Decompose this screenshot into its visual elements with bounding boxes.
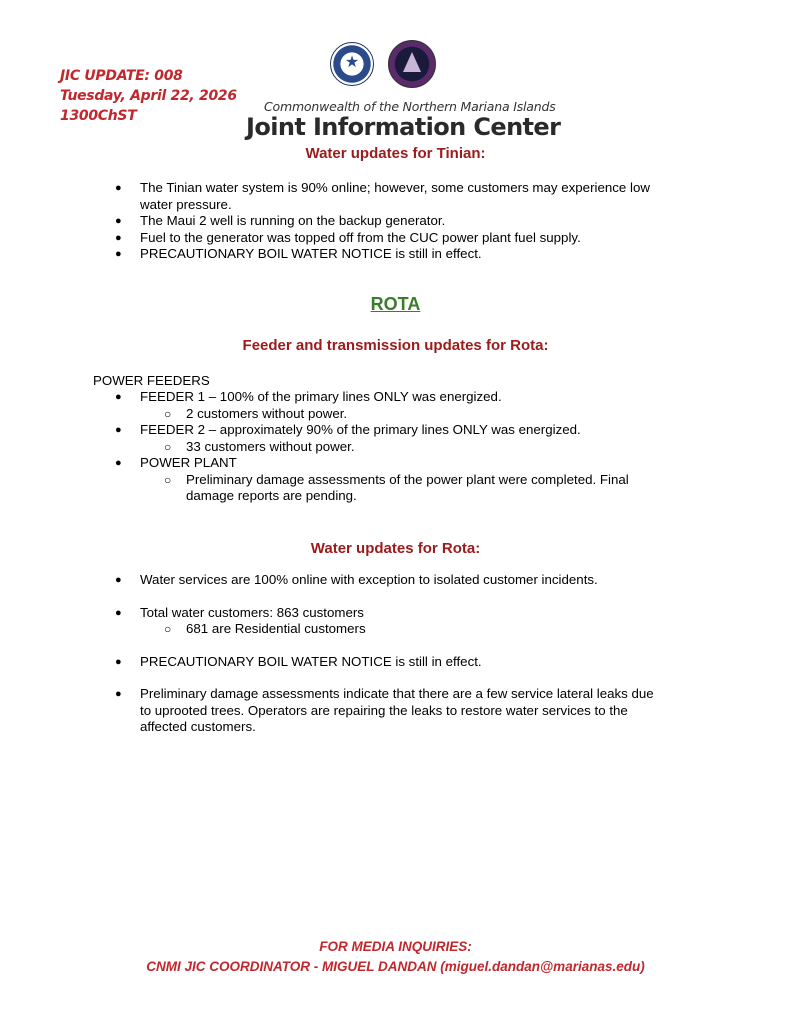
list-item: ● Total water customers: 863 customers — [115, 604, 364, 620]
list-item: ● FEEDER 1 – 100% of the primary lines ONLY was energized. — [115, 389, 502, 404]
footer-media-inquiries: FOR MEDIA INQUIRIES: — [319, 939, 472, 954]
update-date: Tuesday, April 22, 2026 — [60, 88, 237, 104]
update-time: 1300ChST — [60, 108, 137, 124]
power-feeders-label: POWER FEEDERS — [93, 373, 210, 388]
power-feeders-list — [115, 389, 740, 505]
rota-water-list — [115, 572, 740, 736]
list-item-continuation: water pressure. — [140, 196, 232, 212]
list-item: ● The Maui 2 well is running on the backup generator. — [115, 213, 446, 228]
list-item: ● POWER PLANT — [115, 455, 237, 470]
rota-feeder-heading: Feeder and transmission updates for Rota: — [242, 337, 549, 354]
homeland-security-seal-icon — [388, 40, 436, 88]
org-name: Commonwealth of the Northern Mariana Islands — [264, 99, 556, 114]
list-item: ● Water services are 100% online with exception to isolated customer incidents. — [115, 572, 598, 587]
rota-title: ROTA — [370, 294, 421, 314]
list-item-continuation: affected customers. — [140, 719, 256, 734]
list-item: ● PRECAUTIONARY BOIL WATER NOTICE is still in effect. — [115, 246, 482, 261]
rota-water-heading: Water updates for Rota: — [310, 540, 481, 557]
cnmi-seal-icon: ★ — [330, 42, 374, 86]
sub-list-item: ○ Preliminary damage assessments of the power plant were completed. Final — [164, 471, 629, 487]
update-number: JIC UPDATE: 008 — [60, 68, 183, 84]
tinian-water-heading: Water updates for Tinian: — [305, 145, 486, 162]
footer — [0, 937, 791, 977]
list-item-continuation: to uprooted trees. Operators are repairing the leaks to restore water services to the — [140, 702, 628, 718]
jic-update-meta — [60, 66, 237, 126]
list-item: ● Preliminary damage assessments indicate that there are a few service lateral leaks due — [115, 686, 654, 701]
sub-list-item: ○ 33 customers without power. — [164, 438, 355, 454]
tinian-water-list — [115, 180, 740, 263]
list-item: ● FEEDER 2 – approximately 90% of the primary lines ONLY was energized. — [115, 422, 581, 437]
list-item: ● Fuel to the generator was topped off from the CUC power plant fuel supply. — [115, 229, 581, 245]
sub-list-item: ○ 681 are Residential customers — [164, 621, 366, 636]
sub-list-item-continuation: damage reports are pending. — [186, 488, 357, 503]
sub-list-item: ○ 2 customers without power. — [164, 405, 348, 421]
jic-title: Joint Information Center — [246, 113, 561, 141]
list-item: ● PRECAUTIONARY BOIL WATER NOTICE is still in effect. — [115, 653, 482, 669]
list-item: ● The Tinian water system is 90% online; however, some customers may experience low — [115, 180, 650, 195]
footer-coordinator: CNMI JIC COORDINATOR - MIGUEL DANDAN (miguel.dandan@marianas.edu) — [146, 959, 645, 974]
